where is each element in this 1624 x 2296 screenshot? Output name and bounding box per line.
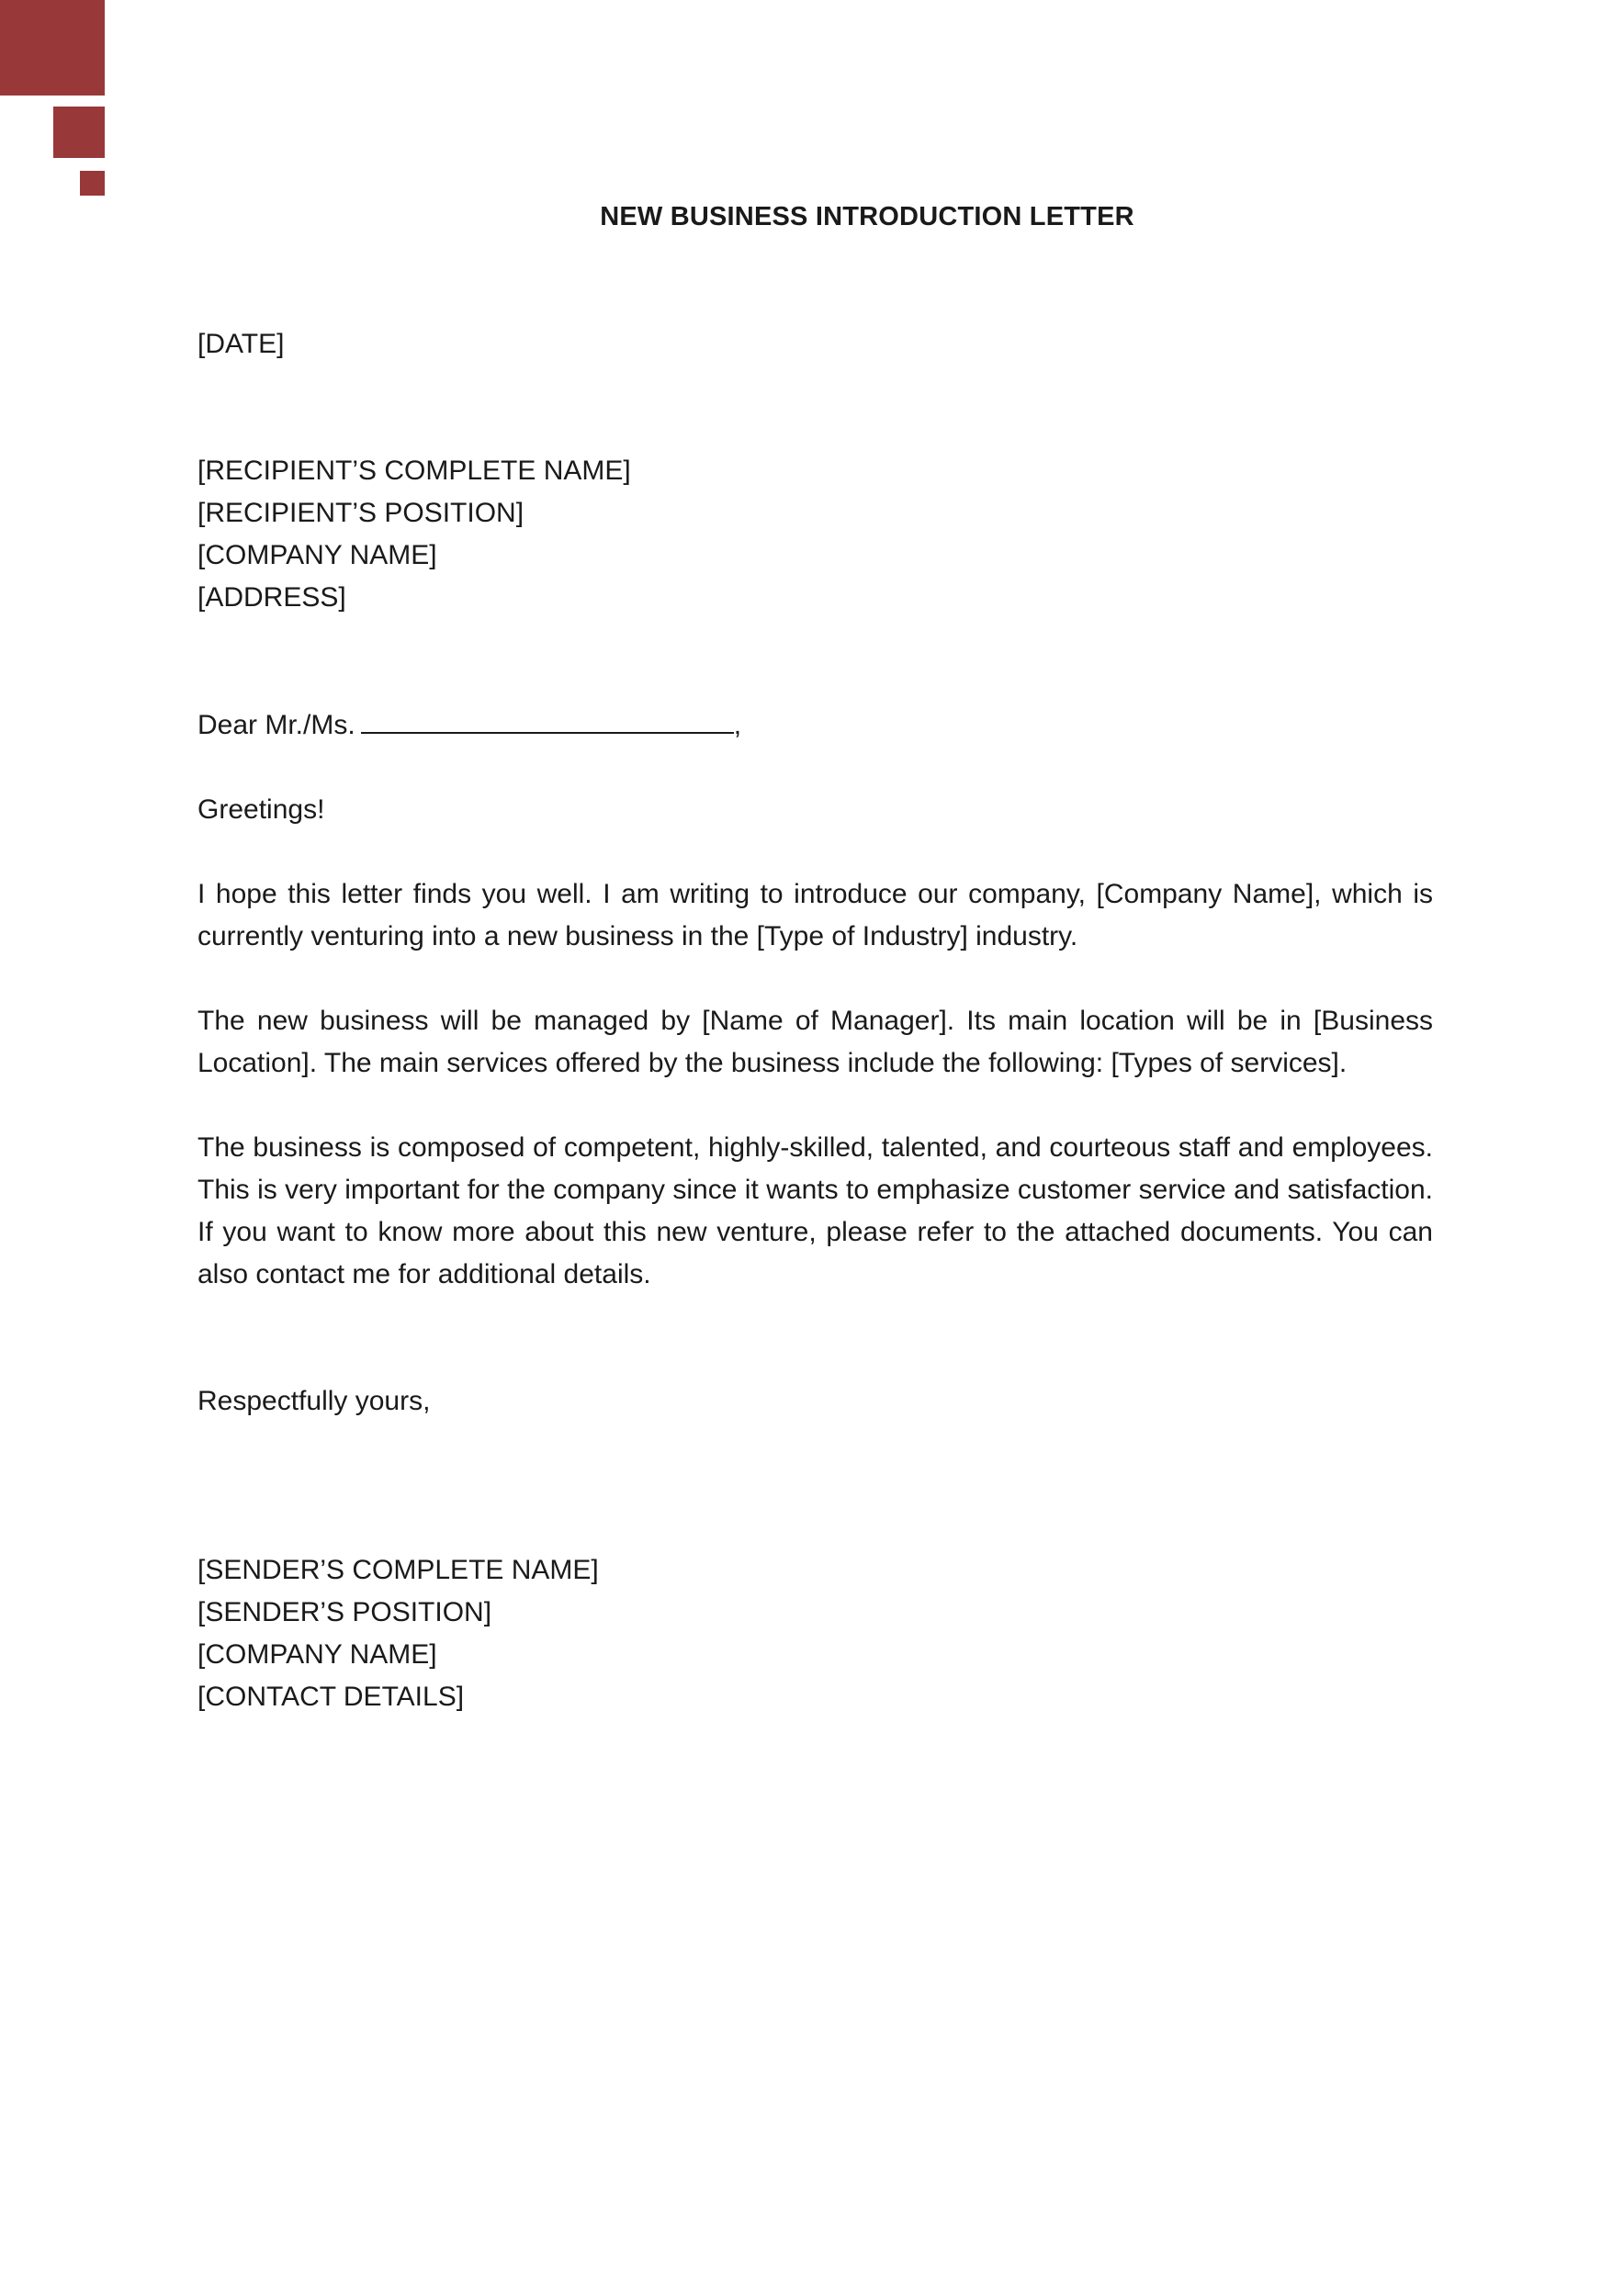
paragraph-1 [197, 873, 1433, 958]
decorative-square-small [80, 171, 105, 196]
greeting: Greetings! [197, 794, 325, 825]
sender-name: [SENDER’S COMPLETE NAME] [197, 1555, 599, 1585]
closing-line [197, 1380, 1433, 1423]
decorative-square-large [0, 0, 105, 96]
sender-position: [SENDER’S POSITION] [197, 1597, 492, 1627]
recipient-position: [RECIPIENT’S POSITION] [197, 498, 524, 528]
salutation-line [197, 704, 1433, 747]
salutation [197, 704, 1433, 747]
paragraph-3 [197, 1127, 1433, 1296]
salutation-prefix: Dear Mr./Ms. [197, 710, 355, 740]
body-paragraph: The new business will be managed by [Name of Manager]. Its main location will be in [Business Location]. The main services offered by the business include the following: [Types of services]. [197, 1006, 1433, 1078]
sender-block [197, 1549, 1433, 1718]
salutation-suffix: , [733, 710, 742, 740]
recipient-block [197, 450, 1433, 619]
paragraph-2 [197, 1000, 1433, 1085]
body-paragraph: I hope this letter finds you well. I am writing to introduce our company, [Company Name], which is currently venturing into a new business in the [Type of Industry] industry. [197, 879, 1433, 951]
body-paragraph: The business is composed of competent, highly-skilled, talented, and courteous staff and employees. This is very important for the company since it wants to emphasize customer service and satisfaction. If you want to know more about this new venture, please refer to the attached documents. You can also contact me for additional details. [197, 1132, 1433, 1289]
sender-contact: [CONTACT DETAILS] [197, 1682, 465, 1712]
date-line [197, 323, 1433, 366]
recipient-company: [COMPANY NAME] [197, 540, 437, 570]
greeting-line [197, 789, 1433, 831]
closing: Respectfully yours, [197, 1386, 431, 1416]
letter-title: NEW BUSINESS INTRODUCTION LETTER [600, 202, 1134, 231]
date: [DATE] [197, 329, 285, 359]
sender-company: [COMPANY NAME] [197, 1639, 437, 1670]
recipient-address: [ADDRESS] [197, 582, 346, 613]
recipient-name-blank [361, 710, 734, 734]
decorative-square-medium [53, 107, 105, 158]
recipient-name: [RECIPIENT’S COMPLETE NAME] [197, 456, 631, 486]
